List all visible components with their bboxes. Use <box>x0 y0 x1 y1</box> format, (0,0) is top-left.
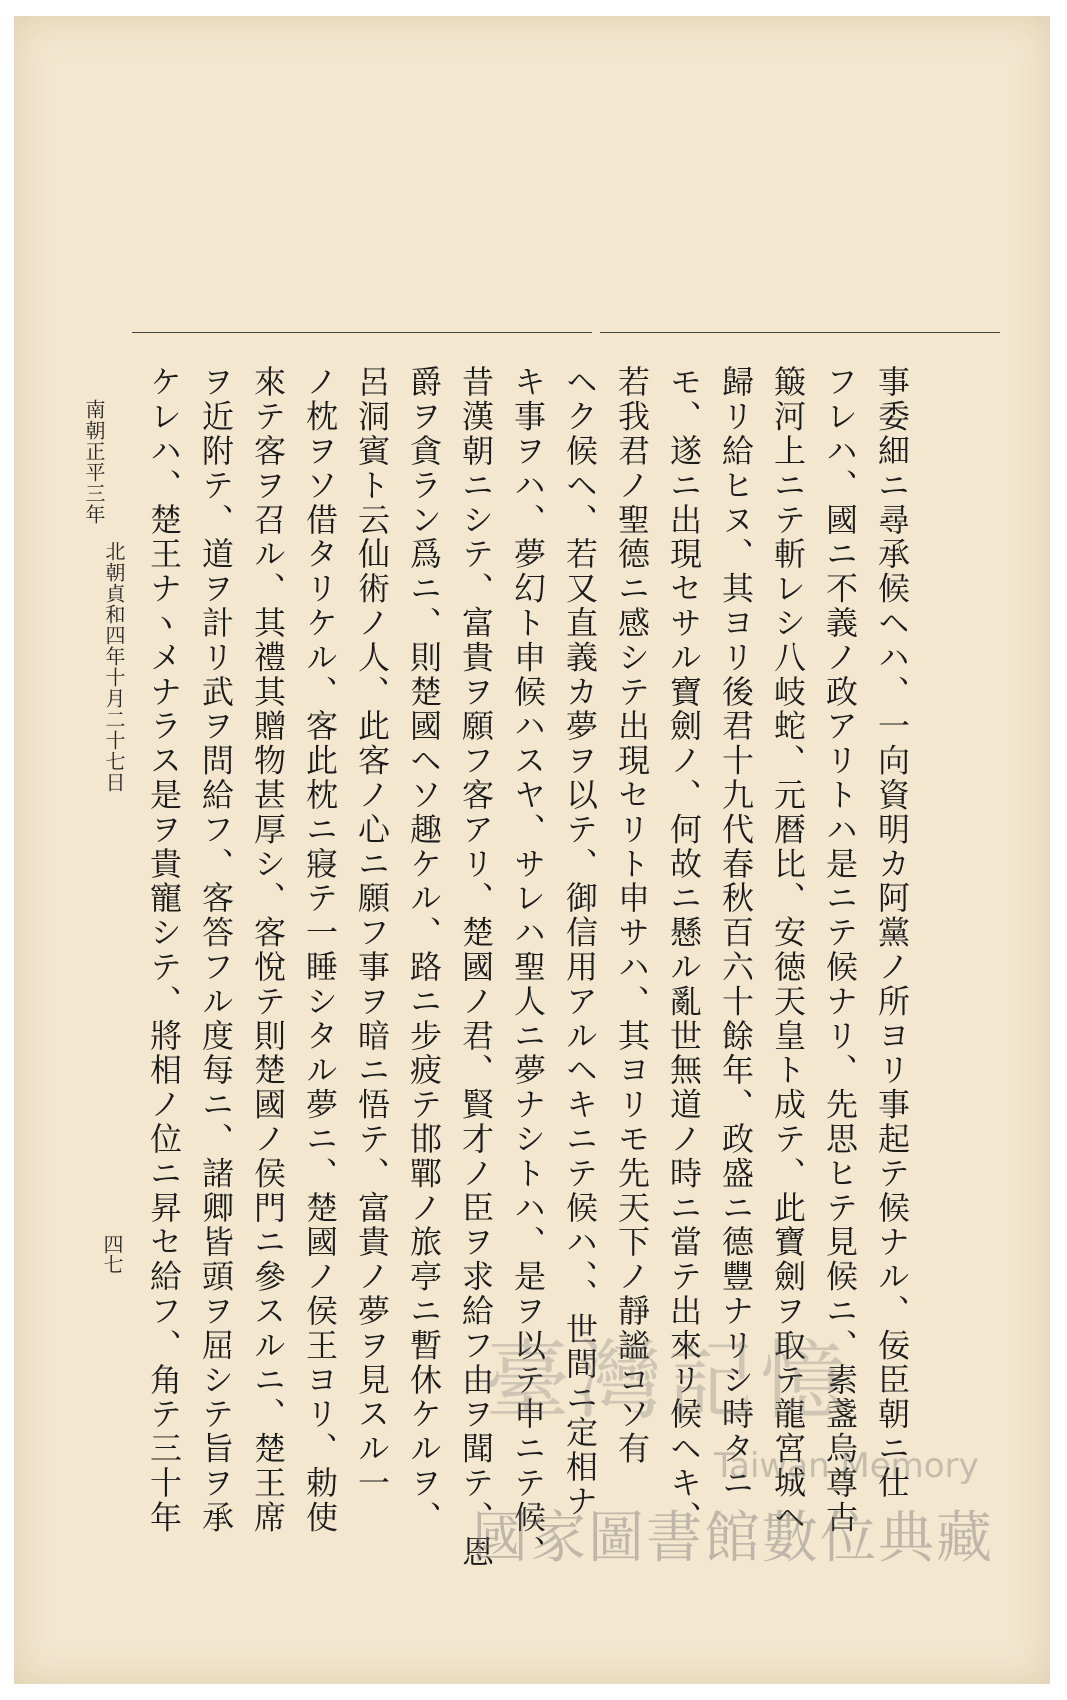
text-column-4: 歸リ給ヒヌ、其ヨリ後君十九代春秋百六十餘年、政盛ニ德豐ナリシ時タニ <box>717 365 755 1501</box>
text-column-13: 來テ客ヲ召ル、其禮其贈物甚厚シ、客悅テ則楚國ノ侯門ニ參スルニ、楚王席 <box>249 365 287 1535</box>
footer-era-north: 北朝貞和四年十月二十七日 <box>102 541 126 793</box>
top-rule-left <box>132 332 592 333</box>
text-column-14: ヲ近附テ、道ヲ計リ武ヲ問給フ、客答フル度每ニ、諸卿皆頭ヲ屈シテ旨ヲ承 <box>197 365 235 1535</box>
text-column-8: キ事ヲハ、夢幻ト申候ハスヤ、サレハ聖人ニ夢ナシトハ、是ヲ以テ申ニテ候、 <box>509 365 547 1569</box>
text-column-9: 昔漢朝ニシテ、富貴ヲ願フ客アリ、楚國ノ君、賢才ノ臣ヲ求給フ由ヲ聞テ、恩 <box>457 365 495 1569</box>
watermark-english: Taiwan Memory <box>714 1446 979 1486</box>
text-column-15: ケレハ、楚王ナヽメナラス是ヲ貴寵シテ、將相ノ位ニ昇セ給フ、角テ三十年 <box>145 365 183 1535</box>
text-column-6: 若我君ノ聖德ニ感シテ出現セリト申サハ、其ヨリモ先天下ノ靜謐コソ有 <box>613 365 651 1466</box>
watermark-institution: 國家圖書館數位典藏 <box>472 1506 994 1571</box>
text-column-1: 事委細ニ尋承候ヘハ、一向資明カ阿黨ノ所ヨリ事起テ候ナル、佞臣朝ニ仕 <box>873 365 911 1501</box>
text-column-3: 簸河上ニテ斬レシ八岐蛇、元暦比、安徳天皇ト成テ、此寶劍ヲ取テ龍宮城ヘ <box>769 365 807 1535</box>
text-column-2: フレハ、國ニ不義ノ政アリトハ是ニテ候ナリ、先思ヒテ見候ニ、素盞烏尊古 <box>821 365 859 1535</box>
top-rule-right <box>600 332 1000 333</box>
page-number: 四七 <box>100 1234 124 1274</box>
watermark-logo: 臺灣記憶 <box>484 1331 852 1431</box>
text-column-10: 爵ヲ貪ラン爲ニ、則楚國ヘソ趣ケル、路ニ步疲テ邯鄲ノ旅亭ニ暫休ケルヲ、 <box>405 365 443 1535</box>
text-column-11: 呂洞賓ト云仙術ノ人、此客ノ心ニ願フ事ヲ暗ニ悟テ、富貴ノ夢ヲ見スル一 <box>353 365 391 1501</box>
text-column-5: モ、遂ニ出現セサル寶劍ノ、何故ニ懸ル亂世無道ノ時ニ當テ出來リ候ヘキ、 <box>665 365 703 1535</box>
book-page <box>14 16 1050 1684</box>
text-column-7: ヘク候ヘ、若又直義カ夢ヲ以テ、御信用アルヘキニテ候ハ、、世間ニ定相ナ <box>561 365 599 1519</box>
text-column-12: ノ枕ヲソ借タリケル、客此枕ニ寢テ一睡シタル夢ニ、楚國ノ侯王ヨリ、勅使 <box>301 365 339 1535</box>
footer-era-south: 南朝正平三年 <box>82 399 106 525</box>
